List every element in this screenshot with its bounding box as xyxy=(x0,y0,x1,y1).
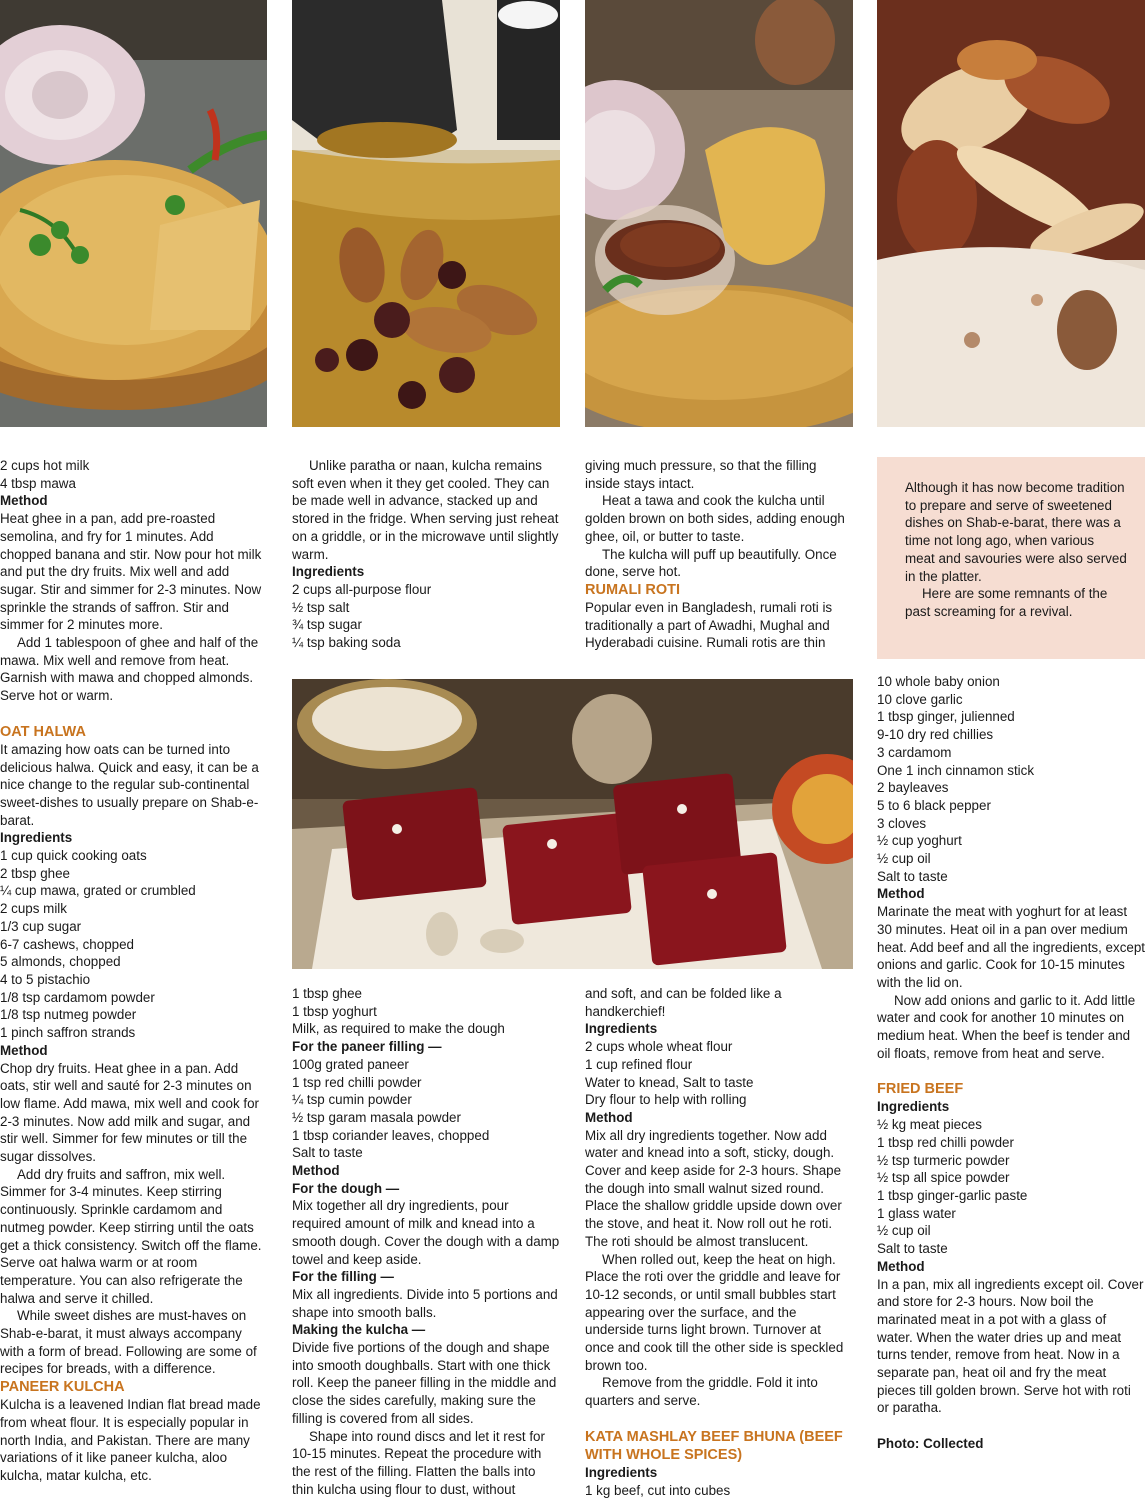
ingredient-item: 5 to 6 black pepper xyxy=(877,797,991,813)
method-text: While sweet dishes are must-haves on Shab-e-barat, it must always accompany with a form of bread. Following are some of recipes for breads, with a difference. xyxy=(0,1308,257,1377)
recipe-title-paneer-kulcha: PANEER KULCHA xyxy=(0,1379,125,1396)
ingredient-item: 1 tsp red chilli powder xyxy=(292,1074,422,1090)
ingredient-item: 1/3 cup sugar xyxy=(0,918,82,934)
ingredient-item: 1 pinch saffron strands xyxy=(0,1025,136,1041)
ingredient-item: 1 kg beef, cut into cubes xyxy=(585,1482,731,1498)
ingredient-item: ½ cup yoghurt xyxy=(877,833,962,849)
ingredient-item: ½ cup oil xyxy=(877,1223,931,1239)
ingredient-item: 1 tbsp ghee xyxy=(292,986,362,1001)
ingredient-item: 1 tbsp ginger-garlic paste xyxy=(877,1187,1028,1203)
callout-text: Although it has now become tradition to prepare and serve of sweetened dishes on Shab-e-barat, there was a time not long ago, when various meat and savouries were also served in the platter. xyxy=(905,480,1127,584)
subheading: For the dough — xyxy=(292,1180,400,1196)
photo-halwa-squares xyxy=(292,679,853,969)
method-text: Shape into round discs and let it rest for 10-15 minutes. Repeat the procedure with the rest of the filling. Flatten the balls into thin kulcha using flour to dust, without xyxy=(292,1428,545,1497)
ingredient-item: 1 cup quick cooking oats xyxy=(0,848,147,864)
ingredient-item: Milk, as required to make the dough xyxy=(292,1021,505,1037)
method-text: Mix all dry ingredients together. Now add water and knead into a soft, sticky, dough. Cover and keep aside for 2-3 hours. Shape the dough into small walnut sized round. Place the shallow griddle upside down over the stove, and heat it. Now roll out he roti. The roti should be almost translucent. xyxy=(585,1127,842,1249)
ingredient-item: 100g grated paneer xyxy=(292,1056,409,1072)
ingredient-item: 9-10 dry red chillies xyxy=(877,727,994,743)
ingredient-item: 3 cardamom xyxy=(877,744,952,760)
text-line: 2 cups hot milk xyxy=(0,458,90,473)
recipe-intro: Kulcha is a leavened Indian flat bread made from wheat flour. It is especially popular in north India, and Pakistan. There are many variations of it like paneer kulcha, aloo kulcha, matar kulcha, etc. xyxy=(0,1397,261,1483)
method-text: When rolled out, keep the heat on high. Place the roti over the griddle and leave for 10-12 seconds, or until small bubbles start appearing over the surface, and the underside turns light brown. Turnover at once and cook till the other side is speckled brown too. xyxy=(585,1251,844,1373)
recipe-intro: Popular even in Bangladesh, rumali roti is traditionally a part of Awadhi, Mughal and Hyderabadi cuisine. Rumali rotis are thin xyxy=(585,599,833,651)
ingredient-item: 1 tbsp ginger, julienned xyxy=(877,709,1015,725)
ingredient-item: Salt to taste xyxy=(877,1241,948,1257)
ingredient-item: Salt to taste xyxy=(877,868,948,884)
photo-credit: Photo: Collected xyxy=(877,1436,984,1452)
photo-semolina-dryfruits xyxy=(292,0,560,427)
subheading: For the filling — xyxy=(292,1269,394,1285)
method-label: Method xyxy=(292,1163,340,1179)
ingredient-item: 10 whole baby onion xyxy=(877,674,1000,689)
method-text: Heat ghee in a pan, add pre-roasted semolina, and fry for 1 minutes. Add chopped banana and stir. Now pour hot milk and put the dry fruits. Mix well and add sugar. Stir and simmer for 2-3 minutes. Now sprinkle the strands of saffron. Stir and simmer for 2 minutes more. xyxy=(0,511,262,633)
photo-halwa-almonds xyxy=(877,0,1145,427)
ingredient-item: Dry flour to help with rolling xyxy=(585,1092,747,1108)
ingredient-item: 1 glass water xyxy=(877,1205,956,1221)
paragraph: Unlike paratha or naan, kulcha remains soft even when it they get cooled. They can be made well in advance, stacked up and stored in the fridge. When serving just reheat on a griddle, or in the microwave until slightly warm. xyxy=(292,458,559,562)
recipe-title-oat-halwa: OAT HALWA xyxy=(0,723,86,740)
recipe-title-fried-beef: FRIED BEEF xyxy=(877,1081,964,1098)
recipe-intro: It amazing how oats can be turned into delicious halwa. Quick and easy, it can be a nice change to the regular sub-continental sweet-dishes to usually prepare on Shab-e-barat. xyxy=(0,741,259,828)
subheading: Making the kulcha — xyxy=(292,1322,426,1338)
subheading: For the paneer filling — xyxy=(292,1039,442,1055)
ingredient-item: ¾ tsp sugar xyxy=(292,617,362,633)
ingredient-item: ¼ tsp cumin powder xyxy=(292,1092,412,1108)
ingredients-label: Ingredients xyxy=(877,1099,950,1115)
ingredient-item: 3 cloves xyxy=(877,815,927,831)
method-text: Marinate the meat with yoghurt for at least 30 minutes. Heat oil in a pan over medium heat. Add beef and all the ingredients, except onions and garlic. Cook for 10-15 minutes with the lid on. xyxy=(877,904,1145,990)
method-text: Mix together all dry ingredients, pour required amount of milk and knead into a smooth dough. Cover the dough with a damp towel and keep aside. xyxy=(292,1198,560,1267)
ingredient-item: 10 clove garlic xyxy=(877,691,963,707)
ingredient-item: ½ kg meat pieces xyxy=(877,1117,982,1133)
method-label: Method xyxy=(585,1109,633,1125)
method-text: Now add onions and garlic to it. Add little water and cook for another 10 minutes on medium heat. When the beef is tender and oil floats, remove from heat and serve. xyxy=(877,992,1136,1061)
method-label: Method xyxy=(877,1258,925,1274)
method-text: Add dry fruits and saffron, mix well. Simmer for 3-4 minutes. Keep stirring continuously. Sprinkle cardamom and nutmeg powder. Keep stirring until the oats get a thick consistency. Switch off the flame. Serve oat halwa warm or at room temperature. You can also refrigerate the halwa and serve it chilled. xyxy=(0,1166,262,1306)
method-text: Mix all ingredients. Divide into 5 portions and shape into smooth balls. xyxy=(292,1286,558,1320)
method-label: Method xyxy=(877,886,925,902)
ingredient-item: 1/8 tsp nutmeg powder xyxy=(0,1007,137,1023)
method-text: Chop dry fruits. Heat ghee in a pan. Add oats, stir well and sauté for 2-3 minutes on low flame. Add mawa, mix well and cook for 2-3 minutes. Now add milk and sugar, and stir well. Simmer for few minutes or till the sugar dissolves. xyxy=(0,1060,259,1165)
column-3-bottom xyxy=(585,985,853,1499)
method-label: Method xyxy=(0,1042,48,1058)
paragraph: giving much pressure, so that the filling inside stays intact. xyxy=(585,458,817,491)
recipe-title-kata-mashlay: KATA MASHLAY BEEF BHUNA (BEEF WITH WHOLE SPICES) xyxy=(585,1428,843,1463)
ingredients-label: Ingredients xyxy=(585,1464,658,1480)
photo-paratha-pickle xyxy=(585,0,853,427)
method-text: Divide five portions of the dough and shape into smooth doughballs. Start with one thick roll. Keep the paneer filling in the middle and close the sides carefully, making sure the filling is covered from all sides. xyxy=(292,1340,557,1426)
ingredient-item: 1/8 tsp cardamom powder xyxy=(0,989,155,1005)
ingredient-item: ½ tsp salt xyxy=(292,599,350,615)
method-text: In a pan, mix all ingredients except oil. Cover and store for 2-3 hours. Now boil the marinated meat in a pot with a glass of water. When the water dries up and meat turns tender, remove from heat. Now in a separate pan, heat oil and fry the meat pieces till golden brown. Serve hot with roti or paratha. xyxy=(877,1276,1144,1416)
callout-box xyxy=(877,457,1145,659)
column-4 xyxy=(877,673,1145,1453)
ingredient-item: 2 cups whole wheat flour xyxy=(585,1039,733,1055)
recipe-title-rumali-roti: RUMALI ROTI xyxy=(585,581,681,598)
method-text: Add 1 tablespoon of ghee and half of the mawa. Mix well and remove from heat. Garnish with mawa and chopped almonds. Serve hot or warm. xyxy=(0,635,259,704)
ingredient-item: 2 bayleaves xyxy=(877,780,949,796)
method-label: Method xyxy=(0,493,48,509)
text-line: 4 tbsp mawa xyxy=(0,475,76,491)
ingredients-label: Ingredients xyxy=(0,830,73,846)
paragraph: The kulcha will puff up beautifully. Once done, serve hot. xyxy=(585,546,837,580)
column-3-top xyxy=(585,457,853,652)
column-2-bottom xyxy=(292,985,560,1498)
ingredient-item: 1 tbsp red chilli powder xyxy=(877,1134,1014,1150)
paragraph: and soft, and can be folded like a handkerchief! xyxy=(585,986,782,1019)
ingredient-item: 2 cups all-purpose flour xyxy=(292,581,432,597)
ingredient-item: ½ cup oil xyxy=(877,851,931,867)
ingredient-item: Water to knead, Salt to taste xyxy=(585,1074,754,1090)
ingredient-item: Salt to taste xyxy=(292,1145,363,1161)
ingredient-item: 5 almonds, chopped xyxy=(0,954,121,970)
callout-text: Here are some remnants of the past screaming for a revival. xyxy=(905,586,1108,619)
method-text: Remove from the griddle. Fold it into quarters and serve. xyxy=(585,1375,818,1409)
ingredient-item: 2 tbsp ghee xyxy=(0,865,70,881)
ingredient-item: ¼ tsp baking soda xyxy=(292,635,401,651)
ingredient-item: ¼ cup mawa, grated or crumbled xyxy=(0,883,196,899)
ingredient-item: 1 tbsp coriander leaves, chopped xyxy=(292,1127,490,1143)
photo-paratha xyxy=(0,0,267,427)
ingredient-item: 6-7 cashews, chopped xyxy=(0,936,134,952)
ingredient-item: ½ tsp all spice powder xyxy=(877,1170,1010,1186)
ingredient-item: 2 cups milk xyxy=(0,901,67,917)
column-2-top xyxy=(292,457,560,652)
ingredient-item: ½ tsp garam masala powder xyxy=(292,1109,461,1125)
ingredient-item: 1 tbsp yoghurt xyxy=(292,1003,377,1019)
ingredient-item: ½ tsp turmeric powder xyxy=(877,1152,1010,1168)
column-1 xyxy=(0,457,268,1485)
ingredient-item: 4 to 5 pistachio xyxy=(0,971,91,987)
paragraph: Heat a tawa and cook the kulcha until golden brown on both sides, adding enough ghee, oil, or butter to taste. xyxy=(585,493,845,544)
ingredients-label: Ingredients xyxy=(585,1021,658,1037)
ingredients-label: Ingredients xyxy=(292,564,365,580)
ingredient-item: 1 cup refined flour xyxy=(585,1056,693,1072)
ingredient-item: One 1 inch cinnamon stick xyxy=(877,762,1035,778)
